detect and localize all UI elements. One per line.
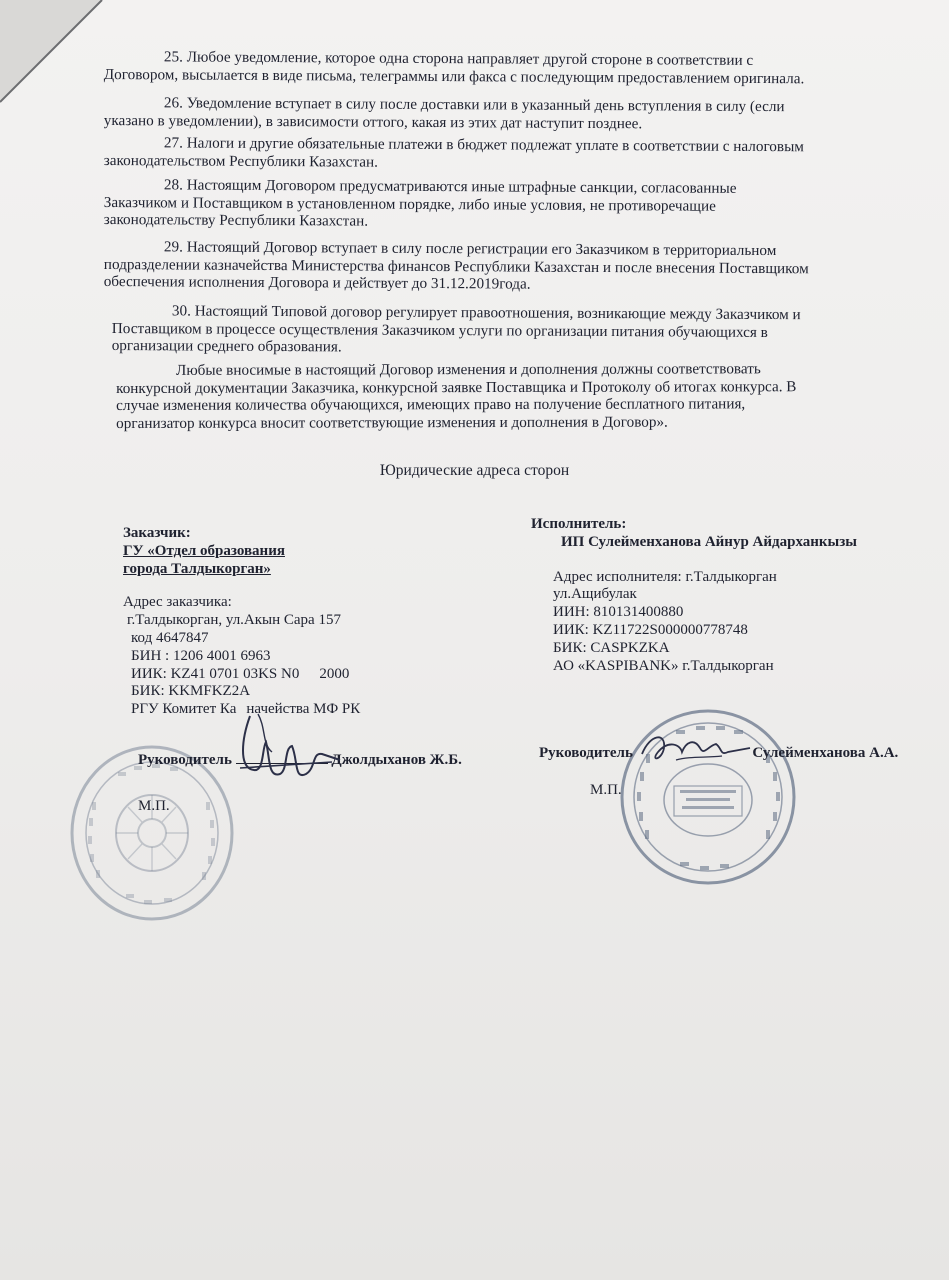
executor-head-label: Руководитель — [539, 745, 633, 761]
paragraph-line: 25. Любое уведомление, которое одна сторона направляет другой стороне в соответствии с — [163, 48, 754, 69]
customer-head-name: Джолдыханов Ж.Б. — [331, 752, 462, 768]
executor-head-name: Сулейменханова А.А. — [752, 745, 899, 761]
paragraph-29 — [104, 238, 884, 295]
paragraph-line: организации среднего образования. — [111, 336, 342, 356]
executor-name: ИП Сулейменханова Айнур Айдарханкызы — [561, 533, 857, 550]
paragraph-line: законодательству Республики Казахстан. — [103, 210, 369, 230]
paragraph-27 — [104, 134, 884, 174]
paragraph-28 — [104, 176, 884, 233]
legal-addresses-title: Юридические адреса сторон — [379, 462, 570, 479]
customer-bin: БИН : 1206 4001 6963 — [131, 647, 271, 664]
paragraph-26 — [104, 94, 884, 134]
paragraph-line: конкурсной документации Заказчика, конкурсной заявке Поставщика и Протоколу об итогах конкурса. В — [116, 377, 797, 397]
customer-block — [123, 525, 360, 719]
paragraph-line: Заказчиком и Поставщиком в установленном порядке, либо иные условия, не противоречащие — [103, 193, 716, 215]
paragraph-line: Поставщиком в процессе осуществления Заказчиком услуги по организации питания обучающихся в — [111, 319, 768, 341]
customer-iik — [123, 666, 360, 684]
paragraph-line: законодательством Республики Казахстан. — [103, 151, 379, 171]
customer-name-line-2: города Талдыкорган» — [123, 560, 271, 577]
paragraph-line: подразделении казначейства Министерства финансов Республики Казахстан и после внесения Поставщиком — [103, 255, 809, 277]
paragraph-line: 30. Настоящий Типовой договор регулирует правоотношения, возникающие между Заказчиком и — [171, 302, 801, 324]
customer-address-label: Адрес заказчика: — [123, 594, 232, 611]
customer-code: код 4647847 — [131, 629, 209, 646]
customer-round-stamp — [68, 742, 236, 924]
customer-signature — [232, 708, 344, 790]
executor-bik: БИК: CASPKZKA — [553, 639, 670, 656]
paragraph-line: 28. Настоящим Договором предусматриваются иные штрафные санкции, согласованные — [163, 176, 737, 197]
executor-address-label: Адрес исполнителя: г.Талдыкорган — [553, 568, 777, 585]
executor-street: ул.Ащибулак — [553, 586, 637, 603]
customer-bank-part-1: РГУ Комитет Ка — [131, 701, 237, 718]
customer-iik-tail: 2000 — [319, 665, 350, 682]
paragraph-line: случае изменения количества обучающихся, имеющих право на получение бесплатного питания, — [116, 395, 746, 414]
executor-signature — [636, 726, 754, 770]
customer-heading: Заказчик: — [123, 525, 191, 541]
paragraph-line: обеспечения исполнения Договора и действует до 31.12.2019года. — [103, 272, 531, 293]
executor-iik: ИИК: KZ11722S000000778748 — [553, 621, 748, 638]
customer-stamp-place: М.П. — [138, 798, 170, 814]
paragraph-line: Договором, высылается в виде письма, телеграммы или факса с последующим предоставлением оригинала. — [103, 65, 805, 87]
paragraph-line: организатор конкурса вносит соответствующие изменения и дополнения в Договор». — [116, 413, 668, 432]
customer-bank-part-2: начейства МФ РК — [246, 701, 361, 718]
paragraph-amendments — [116, 360, 896, 432]
executor-stamp-place: М.П. — [590, 782, 622, 798]
executor-iin: ИИН: 810131400880 — [553, 604, 684, 621]
paragraph-line: указано в уведомлении), в зависимости оттого, какая из этих дат наступит позднее. — [103, 111, 643, 132]
paragraph-30 — [112, 302, 892, 359]
executor-block — [531, 516, 857, 675]
paragraph-line: 29. Настоящий Договор вступает в силу после регистрации его Заказчиком в территориальном — [163, 238, 777, 260]
customer-iik-text: ИИК: KZ41 0701 03KS N0 — [131, 665, 300, 682]
customer-head-label: Руководитель — [138, 752, 232, 768]
paragraph-line: 26. Уведомление вступает в силу после доставки или в указанный день вступления в силу (если — [163, 94, 785, 116]
paragraph-25 — [104, 48, 884, 88]
paragraph-line: 27. Налоги и другие обязательные платежи в бюджет подлежат уплате в соответствии с налоговым — [163, 134, 804, 156]
customer-name-line-1: ГУ «Отдел образования — [123, 542, 285, 559]
executor-bank: АО «KASPIBANK» г.Талдыкорган — [553, 657, 774, 674]
customer-address: г.Талдыкорган, ул.Акын Сара 157 — [127, 612, 341, 629]
customer-bik: БИК: KKMFKZ2A — [131, 683, 251, 700]
executor-heading: Исполнитель: — [531, 516, 627, 532]
paragraph-line: Любые вносимые в настоящий Договор изменения и дополнения должны соответствовать — [175, 360, 761, 379]
